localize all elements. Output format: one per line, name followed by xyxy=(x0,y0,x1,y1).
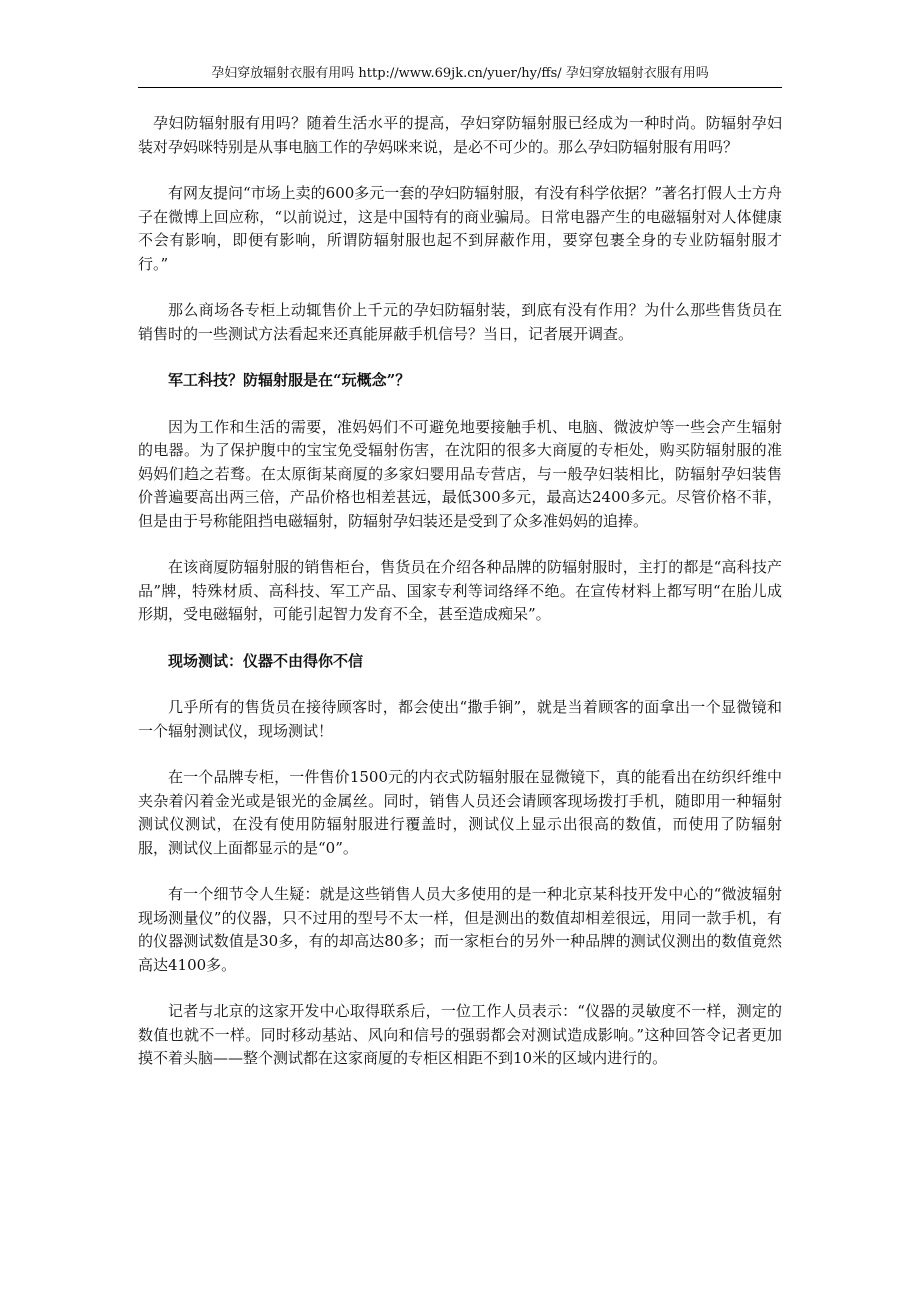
paragraph-microscope-test: 在一个品牌专柜，一件售价1500元的内衣式防辐射服在显微镜下，真的能看出在纺织纤维中夹杂着闪着金光或是银光的金属丝。同时，销售人员还会请顾客现场拨打手机，随即用一种辐射测试仪测试，在没有使用防辐射服进行覆盖时，测试仪上显示出很高的数值，而使用了防辐射服，测试仪上面都显示的是“0”。 xyxy=(138,768,782,857)
paragraph-doubtful-detail: 有一个细节令人生疑：就是这些销售人员大多使用的是一种北京某科技开发中心的“微波辐射现场测量仪”的仪器，只不过用的型号不太一样，但是测出的数值却相差很远，用同一款手机，有的仪器测试数值是30多，有的却高达80多；而一家柜台的另外一种品牌的测试仪测出的数值竟然高达4100多。 xyxy=(138,885,782,974)
section-heading-military-tech: 军工科技？防辐射服是在“玩概念”？ xyxy=(168,371,411,389)
header-divider xyxy=(138,87,782,88)
section-heading-onsite-test: 现场测试：仪器不由得你不信 xyxy=(168,651,364,670)
paragraph-market-prices: 因为工作和生活的需要，准妈妈们不可避免地要接触手机、电脑、微波炉等一些会产生辐射的电器。为了保护腹中的宝宝免受辐射伤害，在沈阳的很多大商厦的专柜处，购买防辐射服的准妈妈们趋之若骛。在太原街某商厦的多家妇婴用品专营店，与一般孕妇装相比，防辐射孕妇装售价普遍要高出两三倍，产品价格也相差甚远，最低300多元，最高达2400多元。尽管价格不菲，但是由于号称能阻挡电磁辐射，防辐射孕妇装还是受到了众多准妈妈的追捧。 xyxy=(138,417,782,530)
paragraph-reporter-contact: 记者与北京的这家开发中心取得联系后，一位工作人员表示：“仪器的灵敏度不一样，测定的数值也就不一样。同时移动基站、风向和信号的强弱都会对测试造成影响。”这种回答令记者更加摸不着头脑——整个测试都在这家商厦的专柜区相距不到10米的区域内进行的。 xyxy=(138,1002,782,1067)
article-body xyxy=(138,112,782,1094)
paragraph-intro: 孕妇防辐射服有用吗？随着生活水平的提高，孕妇穿防辐射服已经成为一种时尚。防辐射孕妇装对孕妈咪特别是从事电脑工作的孕妈咪来说，是必不可少的。那么孕妇防辐射服有用吗？ xyxy=(138,114,782,156)
paragraph-netizen-question: 有网友提问“市场上卖的600多元一套的孕妇防辐射服，有没有科学依据？”著名打假人士方舟子在微博上回应称，“以前说过，这是中国特有的商业骗局。日常电器产生的电磁辐射对人体健康不会有影响，即便有影响，所谓防辐射服也起不到屏蔽作用，要穿包裹全身的专业防辐射服才行。” xyxy=(138,184,782,273)
page-header: 孕妇穿放辐射衣服有用吗 http://www.69jk.cn/yuer/hy/ffs/ 孕妇穿放辐射衣服有用吗 xyxy=(211,66,709,81)
paragraph-test-tools: 几乎所有的售货员在接待顾客时，都会使出“撒手锏”，就是当着顾客的面拿出一个显微镜和一个辐射测试仪，现场测试！ xyxy=(138,698,782,740)
paragraph-investigation: 那么商场各专柜上动辄售价上千元的孕妇防辐射装，到底有没有作用？为什么那些售货员在销售时的一些测试方法看起来还真能屏蔽手机信号？当日，记者展开调查。 xyxy=(138,301,782,343)
paragraph-sales-pitch: 在该商厦防辐射服的销售柜台，售货员在介绍各种品牌的防辐射服时，主打的都是“高科技产品”牌，特殊材质、高科技、军工产品、国家专利等词络绎不绝。在宣传材料上都写明“在胎儿成形期，受电磁辐射，可能引起智力发育不全，甚至造成痴呆”。 xyxy=(138,558,782,623)
